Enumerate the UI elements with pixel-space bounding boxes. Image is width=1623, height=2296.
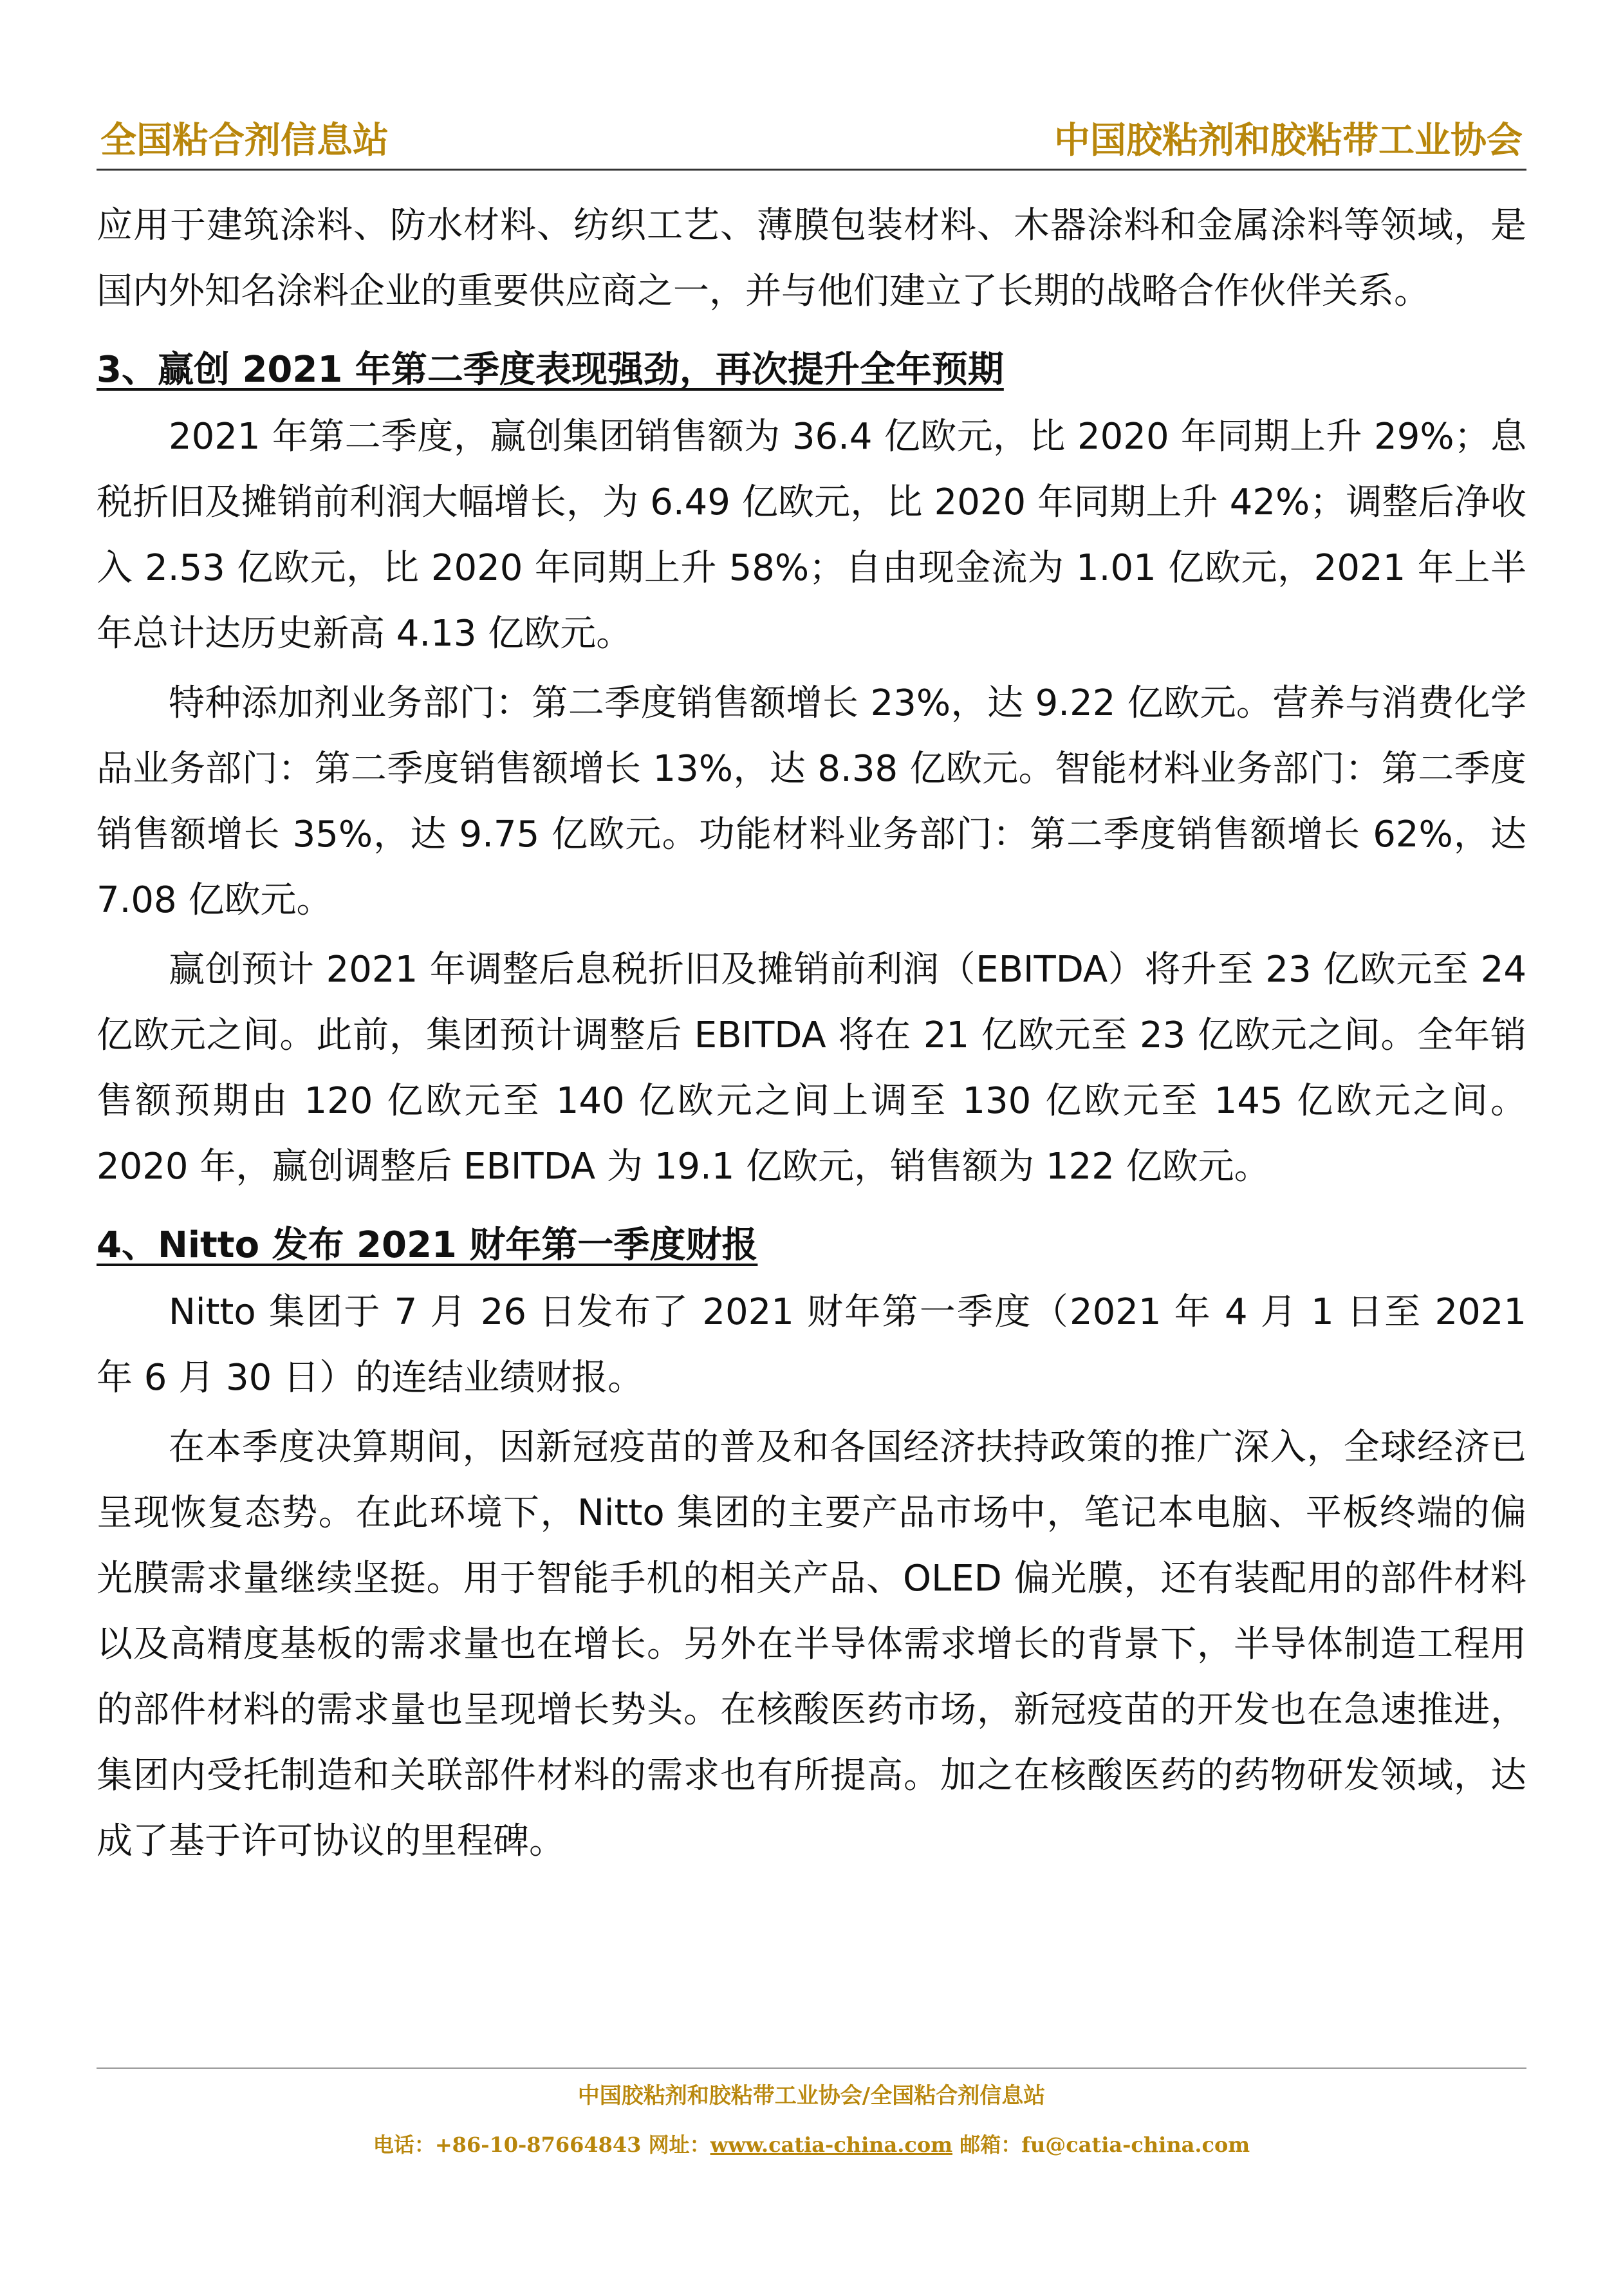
footer-website-label: 网址： <box>648 2133 710 2157</box>
section-4-heading-text: 4、Nitto 发布 2021 财年第一季度财报 <box>97 1224 758 1266</box>
section-3-paragraph-2: 特种添加剂业务部门：第二季度销售额增长 23%，达 9.22 亿欧元。营养与消费化学品业务部门：第二季度销售额增长 13%，达 8.38 亿欧元。智能材料业务部门：第二季度销售额增长 35%，达 9.75 亿欧元。功能材料业务部门：第二季度销售额增长 62%，达 7.08 亿欧元。 <box>97 682 1526 921</box>
section-3-paragraph-1: 2021 年第二季度，赢创集团销售额为 36.4 亿欧元，比 2020 年同期上升 29%；息税折旧及摊销前利润大幅增长，为 6.49 亿欧元，比 2020 年同期上升 42%；调整后净收入 2.53 亿欧元，比 2020 年同期上升 58%；自由现金流为 1.01 亿欧元，2021 年上半年总计达历史新高 4.13 亿欧元。 <box>97 416 1526 655</box>
section-4-paragraph-2: 在本季度决算期间，因新冠疫苗的普及和各国经济扶持政策的推广深入，全球经济已呈现恢复态势。在此环境下，Nitto 集团的主要产品市场中，笔记本电脑、平板终端的偏光膜需求量继续坚挺。用于智能手机的相关产品、OLED 偏光膜，还有装配用的部件材料以及高精度基板的需求量也在增长。另外在半导体需求增长的背景下，半导体制造工程用的部件材料的需求量也呈现增长势头。在核酸医药市场，新冠疫苗的开发也在急速推进，集团内受托制造和关联部件材料的需求也有所提高。加之在核酸医药的药物研发领域，达成了基于许可协议的里程碑。 <box>97 1426 1526 1862</box>
section-4-heading <box>97 1211 1526 1280</box>
footer-phone-label: 电话： <box>373 2133 435 2157</box>
footer-phone: +86-10-87664843 <box>434 2133 642 2157</box>
section-3-heading-text: 3、赢创 2021 年第二季度表现强劲，再次提升全年预期 <box>97 349 1004 391</box>
section-3-heading <box>97 336 1526 404</box>
section-3-paragraph-3: 赢创预计 2021 年调整后息税折旧及摊销前利润（EBITDA）将升至 23 亿欧元至 24 亿欧元之间。此前，集团预计调整后 EBITDA 将在 21 亿欧元至 23 亿欧元之间。全年销售额预期由 120 亿欧元至 140 亿欧元之间上调至 130 亿欧元至 145 亿欧元之间。2020 年，赢创调整后 EBITDA 为 19.1 亿欧元，销售额为 122 亿欧元。 <box>97 949 1526 1188</box>
header-left-title: 全国粘合剂信息站 <box>100 120 389 162</box>
section-4-paragraph-1: Nitto 集团于 7 月 26 日发布了 2021 财年第一季度（2021 年 4 月 1 日至 2021 年 6 月 30 日）的连结业绩财报。 <box>97 1291 1526 1399</box>
intro-paragraph: 应用于建筑涂料、防水材料、纺织工艺、薄膜包装材料、木器涂料和金属涂料等领域，是国内外知名涂料企业的重要供应商之一，并与他们建立了长期的战略合作伙伴关系。 <box>97 205 1526 312</box>
header-right-title: 中国胶粘剂和胶粘带工业协会 <box>1054 120 1523 162</box>
footer-email: fu@catia-china.com <box>1021 2133 1250 2157</box>
footer-contact-line <box>0 2129 1623 2160</box>
footer-org-line: 中国胶粘剂和胶粘带工业协会/全国粘合剂信息站 <box>577 2083 1046 2109</box>
footer-divider <box>97 2067 1526 2069</box>
main-content <box>97 193 1526 1874</box>
page-header <box>97 116 1526 171</box>
footer-email-label: 邮箱： <box>960 2133 1022 2157</box>
footer-website-link[interactable]: www.catia-china.com <box>710 2133 953 2157</box>
